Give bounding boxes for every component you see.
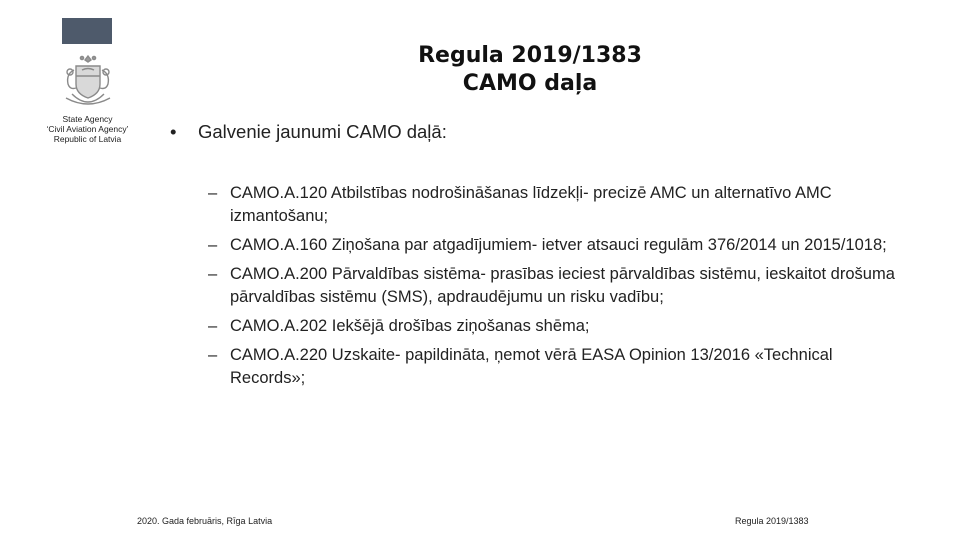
dash-marker: – (208, 317, 218, 335)
list-item (208, 344, 898, 390)
agency-line-1: State Agency (62, 114, 113, 124)
slide-title (330, 42, 730, 98)
list-item (208, 315, 898, 338)
footer-regulation: Regula 2019/1383 (735, 516, 809, 526)
agency-line-3: Republic of Latvia (53, 134, 122, 144)
logo-bar (62, 18, 112, 44)
list-item (208, 234, 898, 257)
title-line-2: CAMO daļa (462, 71, 598, 96)
dash-marker: – (208, 236, 218, 254)
main-bullet (170, 121, 447, 143)
list-item-text: CAMO.A.202 Iekšējā drošības ziņošanas shēma; (230, 317, 590, 335)
agency-line-2: ‘Civil Aviation Agency’ (46, 124, 129, 134)
agency-name (30, 114, 145, 144)
title-line-1: Regula 2019/1383 (418, 43, 642, 68)
sub-bullet-list (208, 182, 898, 396)
main-bullet-text: Galvenie jaunumi CAMO daļā: (198, 121, 447, 142)
footer-date: 2020. Gada februāris, Rīga Latvia (137, 516, 273, 526)
dash-marker: – (208, 346, 218, 364)
list-item (208, 263, 898, 309)
bullet-marker: • (170, 121, 177, 142)
list-item-text: CAMO.A.200 Pārvaldības sistēma- prasības ieciest pārvaldības sistēmu, ieskaitot drošuma pārvaldības sistēmu (SMS), apdraudējumu un risku vadību; (230, 265, 895, 306)
list-item-text: CAMO.A.120 Atbilstības nodrošināšanas līdzekļi- precizē AMC un alternatīvo AMC izmantošanu; (230, 184, 832, 225)
dash-marker: – (208, 184, 218, 202)
coat-of-arms-icon (56, 50, 120, 112)
list-item-text: CAMO.A.160 Ziņošana par atgadījumiem- ietver atsauci regulām 376/2014 un 2015/1018; (230, 236, 887, 254)
list-item-text: CAMO.A.220 Uzskaite- papildināta, ņemot vērā EASA Opinion 13/2016 «Technical Records»; (230, 346, 833, 387)
dash-marker: – (208, 265, 218, 283)
list-item (208, 182, 898, 228)
